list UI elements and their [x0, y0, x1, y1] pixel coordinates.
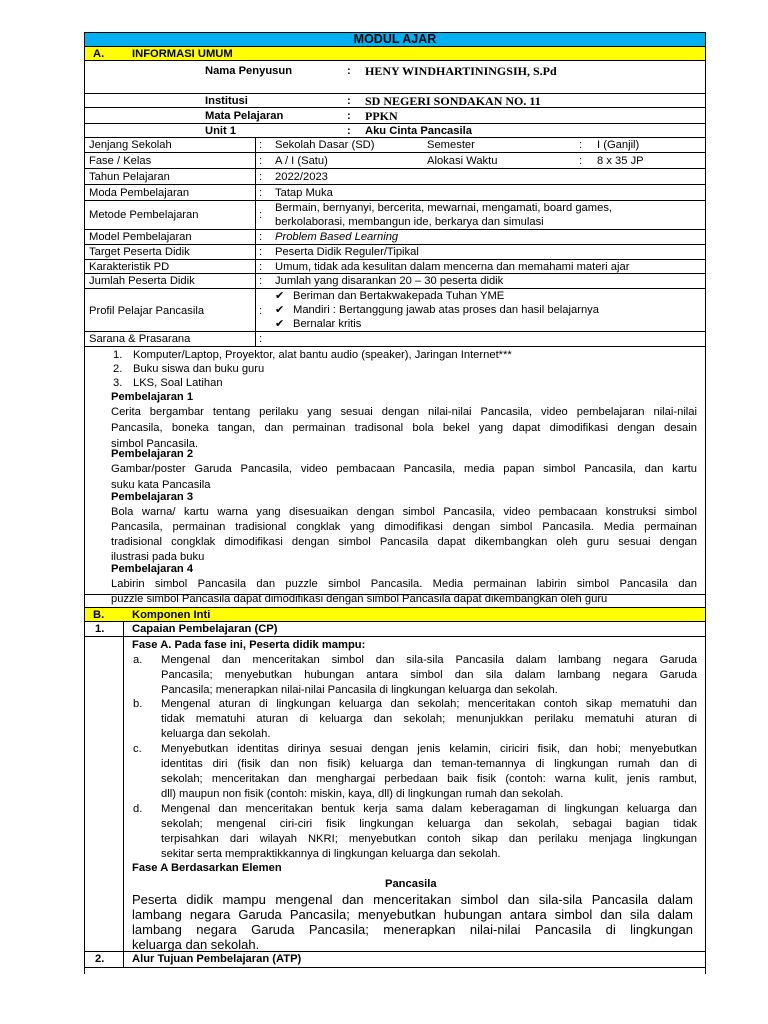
field-label: Model Pembelajaran	[89, 231, 192, 243]
text-line: Mengenal aturan di lingkungan keluarga dan sekolah; menceritakan contoh sikap mematuhi dan	[161, 698, 697, 710]
text-line: lambang negara Garuda Pancasila; menerapkan nilai-nilai Pancasila di lingkungan	[132, 922, 693, 937]
text-line: Mengenal dan menceritakan bentuk kerja sama dalam keberagaman di lingkungan keluarga dan	[161, 803, 697, 815]
document-title: MODUL AJAR	[353, 32, 437, 46]
row-fase-kelas	[84, 153, 706, 169]
elemen-heading: Fase A Berdasarkan Elemen	[132, 862, 282, 874]
field-value: HENY WINDHARTININGSIH, S.Pd	[365, 64, 557, 78]
field-value: Sekolah Dasar (SD)	[275, 139, 375, 151]
field-label: Nama Penyusun	[205, 65, 293, 77]
field-colon: :	[347, 95, 351, 107]
row-jumlah-peserta-didik	[84, 274, 706, 289]
list-letter: a.	[133, 654, 143, 666]
cp-item-a	[161, 653, 697, 697]
text-line: Labirin simbol Pancasila dan puzzle simbol Pancasila. Media permainan labirin simbol Pancasila dan	[111, 578, 697, 590]
field-value: Jumlah yang disarankan 20 – 30 peserta didik	[275, 275, 504, 287]
field-value: SD NEGERI SONDAKAN NO. 11	[365, 94, 541, 108]
row-profil-pelajar-pancasila	[84, 289, 706, 332]
field-value: berkolaborasi, membangun ide, berkarya dan simulasi	[275, 216, 544, 228]
field-colon: :	[259, 261, 263, 273]
field-colon: :	[259, 171, 263, 183]
list-item: Buku siswa dan buku guru	[133, 363, 265, 375]
pancasila-heading: Pancasila	[385, 878, 437, 890]
field-colon: :	[259, 155, 263, 167]
field-label: Profil Pelajar Pancasila	[89, 305, 205, 317]
field-value: Tatap Muka	[275, 187, 333, 199]
check-icon: ✔	[275, 290, 285, 302]
sarana-content	[84, 347, 706, 605]
text-line: sekolah; menceritakan dan menghargai perbedaan baik fisik (contoh: warna kulit, jenis rambut,	[161, 773, 697, 785]
text-line: puzzle simbol Pancasila dapat dimodifikasi dengan simbol Pancasila dapat dikembangkan oleh guru	[111, 593, 608, 605]
field-label: Target Peserta Didik	[89, 246, 190, 258]
row-jenjang-sekolah	[84, 138, 706, 153]
field-value: 2022/2023	[275, 171, 328, 183]
list-letter: b.	[133, 698, 143, 710]
field-colon: :	[347, 65, 351, 77]
list-letter: c.	[133, 743, 142, 755]
field-value: Bermain, bernyanyi, bercerita, mewarnai, mengamati, board games,	[275, 202, 613, 214]
field-label: Fase / Kelas	[89, 155, 152, 167]
field-label: Karakteristik PD	[89, 261, 170, 273]
identity-unit	[84, 124, 706, 138]
cp-item-d	[161, 802, 697, 861]
pembelajaran-text	[111, 405, 697, 451]
list-letter: d.	[133, 803, 143, 815]
field-colon: :	[347, 110, 351, 122]
pancasila-paragraph	[132, 892, 693, 952]
text-line: tidak mematuhi aturan di keluarga dan sekolah; menunjukkan perilaku mematuhi aturan di	[161, 713, 697, 725]
text-line: sekolah; mengenal ciri-ciri fisik lingkungan keluarga dan sekolah, sebagai bagian tidak	[161, 818, 697, 830]
list-number: 1.	[113, 349, 123, 361]
text-line: keluarga dan sekolah.	[132, 937, 260, 952]
field-colon: :	[579, 139, 583, 151]
row-metode-pembelajaran	[84, 201, 706, 230]
field-label: Institusi	[205, 95, 248, 107]
field-label: Moda Pembelajaran	[89, 187, 190, 199]
field-label: Unit 1	[205, 125, 237, 137]
field-colon: :	[259, 246, 263, 258]
text-line: Mengenal dan menceritakan simbol dan sila-sila Pancasila dalam lambang negara Garuda	[161, 654, 697, 666]
list-number: 3.	[113, 377, 123, 389]
field-label: Mata Pelajaran	[205, 110, 284, 122]
continuation-lines	[84, 968, 706, 974]
pembelajaran-text	[111, 505, 697, 564]
row-sarana-prasarana	[84, 332, 706, 347]
field-value: Problem Based Learning	[275, 231, 399, 243]
row-target-peserta-didik	[84, 245, 706, 260]
fase-heading: Fase A. Pada fase ini, Peserta didik mampu:	[132, 639, 366, 651]
field-value: PPKN	[365, 109, 398, 123]
field-colon: :	[579, 155, 583, 167]
atp-title: Alur Tujuan Pembelajaran (ATP)	[132, 953, 302, 965]
pembelajaran-heading: Pembelajaran 1	[111, 391, 194, 403]
identity-mata-pelajaran	[84, 108, 706, 124]
field-colon: :	[259, 209, 263, 221]
field-colon: :	[259, 333, 263, 345]
check-icon: ✔	[275, 318, 285, 330]
text-line: Pancasila, permainan tradisional congklak yang dimodifikasi dengan simbol Pancasila. Media permainan	[111, 521, 697, 533]
section-a-letter: A.	[93, 48, 105, 60]
row-tahun-pelajaran	[84, 169, 706, 185]
field-label: Sarana & Prasarana	[89, 333, 191, 345]
list-item: LKS, Soal Latihan	[133, 377, 223, 389]
text-line: Pancasila; menyebutkan hubungan antara simbol dan sila dalam lambang negara Garuda	[161, 669, 697, 681]
list-number: 2.	[113, 363, 123, 375]
field-label: Tahun Pelajaran	[89, 171, 170, 183]
profil-item: Beriman dan Bertakwakepada Tuhan YME	[293, 290, 505, 302]
text-line: Pancasila; menerapkan nilai-nilai Pancasila di lingkungan keluarga dan sekolah.	[161, 684, 558, 696]
field-label: Jumlah Peserta Didik	[89, 275, 195, 287]
text-line: Menyebutkan identitas dirinya sesuai dengan jenis kelamin, ciriciri fisik, dan hobi; menyebutkan	[161, 743, 697, 755]
field-colon: :	[259, 187, 263, 199]
field-colon: :	[259, 275, 263, 287]
field-value: Umum, tidak ada kesulitan dalam mencerna dan memahami materi ajar	[275, 261, 630, 273]
row-karakteristik-pd	[84, 260, 706, 274]
modul-ajar-document	[84, 32, 706, 974]
row-moda-pembelajaran	[84, 185, 706, 201]
list-item: Komputer/Laptop, Proyektor, alat bantu audio (speaker), Jaringan Internet***	[133, 349, 512, 361]
check-icon: ✔	[275, 304, 285, 316]
cp-title: Capaian Pembelajaran (CP)	[132, 623, 278, 635]
alokasi-label: Alokasi Waktu	[427, 155, 498, 167]
identity-institusi	[84, 94, 706, 108]
text-line: ilustrasi pada buku	[111, 551, 205, 563]
field-colon: :	[259, 139, 263, 151]
section-b-header	[84, 608, 706, 622]
alokasi-value: 8 x 35 JP	[597, 155, 644, 167]
atp-number: 2.	[95, 953, 105, 965]
field-colon: :	[347, 125, 351, 137]
text-line: Pancasila, boneka tangan, dan permainan tradisonal bola bekel yang dapat dimodifikasi dengan desain	[111, 422, 697, 434]
field-label: Metode Pembelajaran	[89, 209, 199, 221]
cp-number: 1.	[95, 623, 105, 635]
text-line: dll) maupun non fisik (contoh: miskin, kaya, dll) di lingkungan rumah dan sekolah.	[161, 788, 564, 800]
field-value: A / I (Satu)	[275, 155, 328, 167]
pembelajaran-heading: Pembelajaran 2	[111, 448, 194, 460]
identity-nama-penyusun	[84, 61, 706, 94]
text-line: tradisional congklak dimodifikasi dengan simbol Pancasila dapat dikembangkan oleh guru sesuai dengan	[111, 536, 697, 548]
cp-content	[84, 637, 706, 952]
row-model-pembelajaran	[84, 230, 706, 245]
text-line: suku kata Pancasila	[111, 479, 211, 491]
cp-item-b	[161, 697, 697, 741]
semester-value: I (Ganjil)	[597, 139, 640, 151]
text-line: lambang negara Garuda Pancasila; menyebutkan hubungan antara simbol dan sila dalam	[132, 907, 693, 922]
atp-header-row	[84, 952, 706, 968]
text-line: keluarga dan sekolah.	[161, 728, 271, 740]
cp-header-row	[84, 622, 706, 637]
section-b-title: Komponen Inti	[132, 609, 211, 621]
section-b-letter: B.	[93, 609, 105, 621]
profil-item: Bernalar kritis	[293, 318, 362, 330]
pembelajaran-heading: Pembelajaran 3	[111, 491, 194, 503]
pembelajaran-heading: Pembelajaran 4	[111, 563, 194, 575]
text-line: Bola warna/ kartu warna yang disesuaikan dengan simbol Pancasila, video pembacaan konstruksi simbol	[111, 506, 697, 518]
field-colon: :	[259, 305, 263, 317]
text-line: sekitar serta mempraktikkannya di lingkungan keluarga dan sekolah.	[161, 848, 501, 860]
text-line: simbol Pancasila.	[111, 438, 199, 450]
field-value: Peserta Didik Reguler/Tipikal	[275, 246, 419, 258]
text-line: identitas diri (fisik dan non fisik) keluarga dan teman-temannya di lingkungan rumah dan di	[161, 758, 697, 770]
field-colon: :	[259, 231, 263, 243]
spacer-row	[84, 595, 706, 608]
text-line: Gambar/poster Garuda Pancasila, video pembacaan Pancasila, media papan simbol Pancasila, dan kartu	[111, 463, 697, 475]
pembelajaran-text	[111, 462, 697, 492]
title-row	[84, 32, 706, 47]
field-value: Aku Cinta Pancasila	[365, 125, 472, 137]
cp-item-c	[161, 742, 697, 801]
section-a-header	[84, 47, 706, 61]
field-label: Jenjang Sekolah	[89, 139, 172, 151]
section-a-title: INFORMASI UMUM	[132, 48, 233, 60]
profil-item: Mandiri : Bertanggung jawab atas proses dan hasil belajarnya	[293, 304, 599, 316]
text-line: Peserta didik mampu mengenal dan menceritakan simbol dan sila-sila Pancasila dalam	[132, 892, 693, 907]
text-line: Cerita bergambar tentang perilaku yang sesuai dengan nilai-nilai Pancasila, video pembelajaran nilai-nilai	[111, 406, 697, 418]
semester-label: Semester	[427, 139, 475, 151]
text-line: terpisahkan dari wilayah NKRI; menyebutkan contoh sikap dan perilaku menjaga lingkungan	[161, 833, 697, 845]
